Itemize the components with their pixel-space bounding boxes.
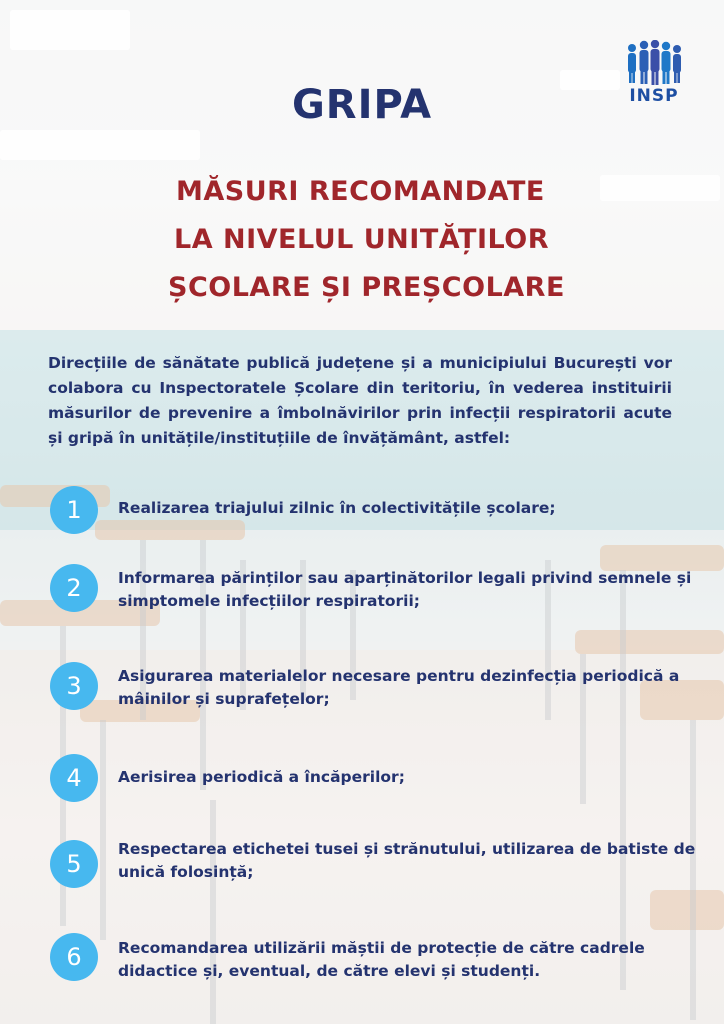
subtitle-line: MĂSURI RECOMANDATE (176, 176, 545, 207)
number-badge: 5 (50, 840, 98, 888)
measure-item (50, 933, 690, 993)
subtitle-line: LA NIVELUL UNITĂȚILOR (174, 224, 549, 255)
measure-text: Recomandarea utilizării măștii de protecție de către cadrele didactice și, eventual, de către elevi și studenți. (118, 939, 645, 980)
number-badge: 1 (50, 486, 98, 534)
measure-item (50, 564, 690, 624)
measure-item (50, 840, 696, 900)
people-group-icon (624, 40, 686, 86)
measure-item (50, 486, 690, 546)
number-badge: 2 (50, 564, 98, 612)
number-badge: 6 (50, 933, 98, 981)
page-title: GRIPA (291, 82, 433, 128)
measure-text: Realizarea triajului zilnic în colectivitățile școlare; (118, 499, 556, 517)
measure-item (50, 662, 690, 722)
logo-text: INSP (629, 86, 679, 106)
measure-item (50, 754, 690, 814)
measure-text: Informarea părinților sau aparținătorilor legali privind semnele și simptomele infecțiilor respiratorii; (118, 569, 692, 610)
number-badge: 4 (50, 754, 98, 802)
intro-paragraph: Direcțiile de sănătate publică județene și a municipiului București vor colabora cu Inspectoratele Școlare din teritoriu, în vederea instituirii măsurilor de prevenire a îmbolnăvirilor prin infecții respiratorii acute și gripă în unitățile/instituțiile de învățământ, astfel: (48, 354, 672, 447)
measure-text: Asigurarea materialelor necesare pentru dezinfecția periodică a mâinilor și suprafețelor; (118, 667, 680, 708)
page-subtitle (130, 168, 610, 312)
number-badge: 3 (50, 662, 98, 710)
measure-text: Respectarea etichetei tusei și strănutului, utilizarea de batiste de unică folosință; (118, 840, 696, 881)
measure-text: Aerisirea periodică a încăperilor; (118, 768, 405, 786)
subtitle-line: ȘCOLARE ȘI PREȘCOLARE (168, 272, 565, 303)
